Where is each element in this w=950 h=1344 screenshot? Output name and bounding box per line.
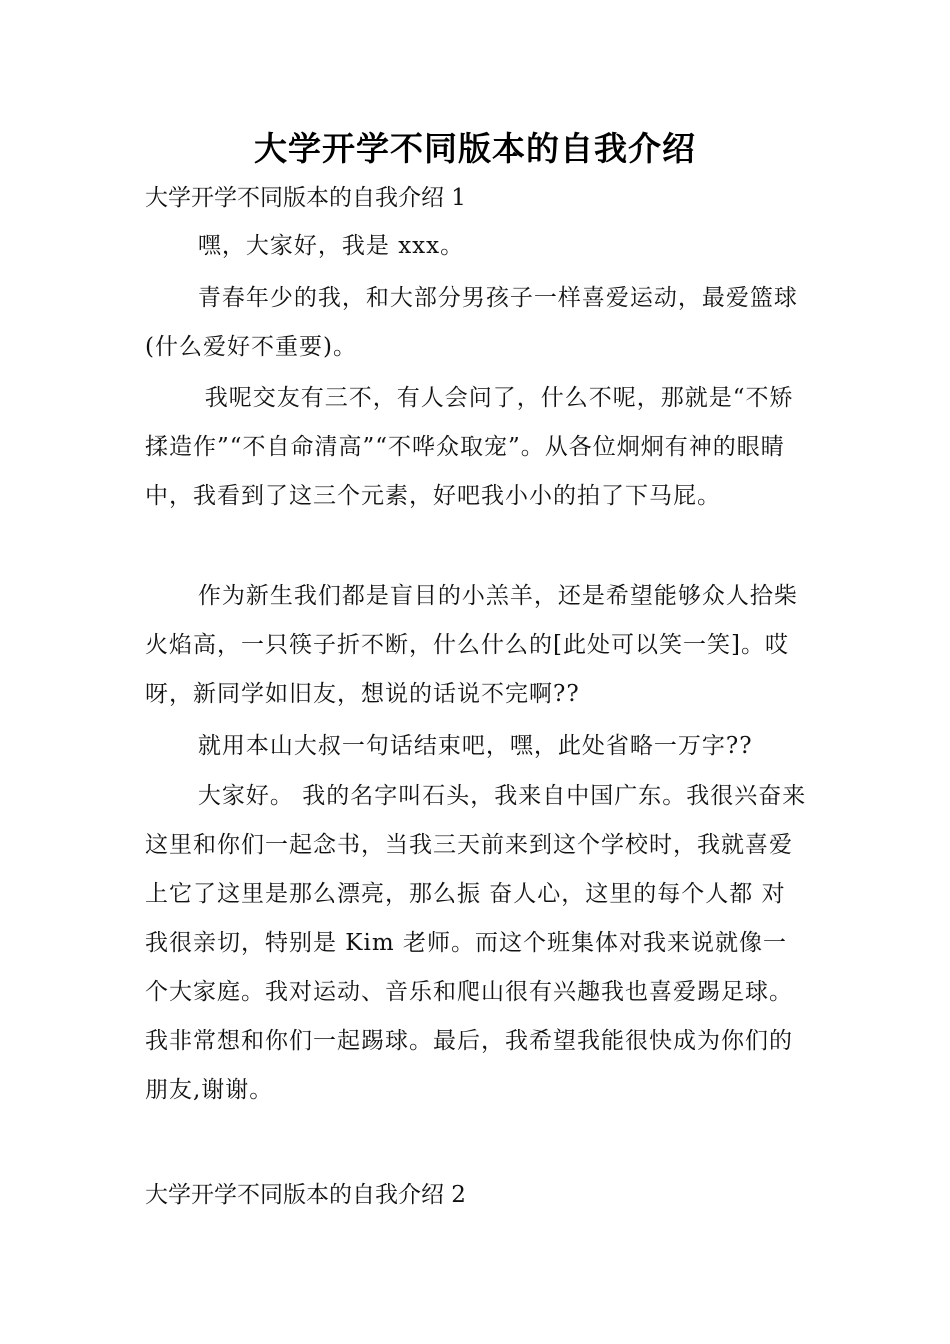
paragraph-closing: 就用本山大叔一句话结束吧，嘿，此处省略一万字??	[197, 733, 753, 759]
section-heading-2: 大学开学不同版本的自我介绍 2	[145, 1182, 466, 1208]
paragraph-newcomers: 作为新生我们都是盲目的小羔羊，还是希望能够众人拾柴火焰高，一只筷子折不断，什么什么的[此处可以笑一笑]。哎呀，新同学如旧友，想说的话说不完啊??	[145, 583, 798, 707]
section-heading-1: 大学开学不同版本的自我介绍 1	[145, 185, 466, 211]
paragraph-stone-intro: 大家好。 我的名字叫石头，我来自中国广东。我很兴奋来这里和你们一起念书，当我三天前来到这个学校时，我就喜爱上它了这里是那么漂亮，那么振 奋人心，这里的每个人都 对我很亲切，特别是 Kim 老师。而这个班集体对我来说就像一个大家庭。我对运动、音乐和爬山很有兴趣我也喜爱踢足球。我非常想和你们一起踢球。最后，我希望我能很快成为你们的朋友,谢谢。	[145, 783, 807, 1103]
paragraph-friendship: 我呢交友有三不，有人会问了，什么不呢，那就是“不矫揉造作”“不自命清高”“不哗众取宠”。从各位炯炯有神的眼睛中，我看到了这三个元素，好吧我小小的拍了下马屁。	[145, 385, 794, 509]
document-title: 大学开学不同版本的自我介绍	[254, 129, 696, 168]
paragraph-hobbies: 青春年少的我，和大部分男孩子一样喜爱运动，最爱篮球(什么爱好不重要)。	[145, 285, 798, 360]
paragraph-greeting: 嘿，大家好，我是 xxx。	[197, 233, 465, 259]
